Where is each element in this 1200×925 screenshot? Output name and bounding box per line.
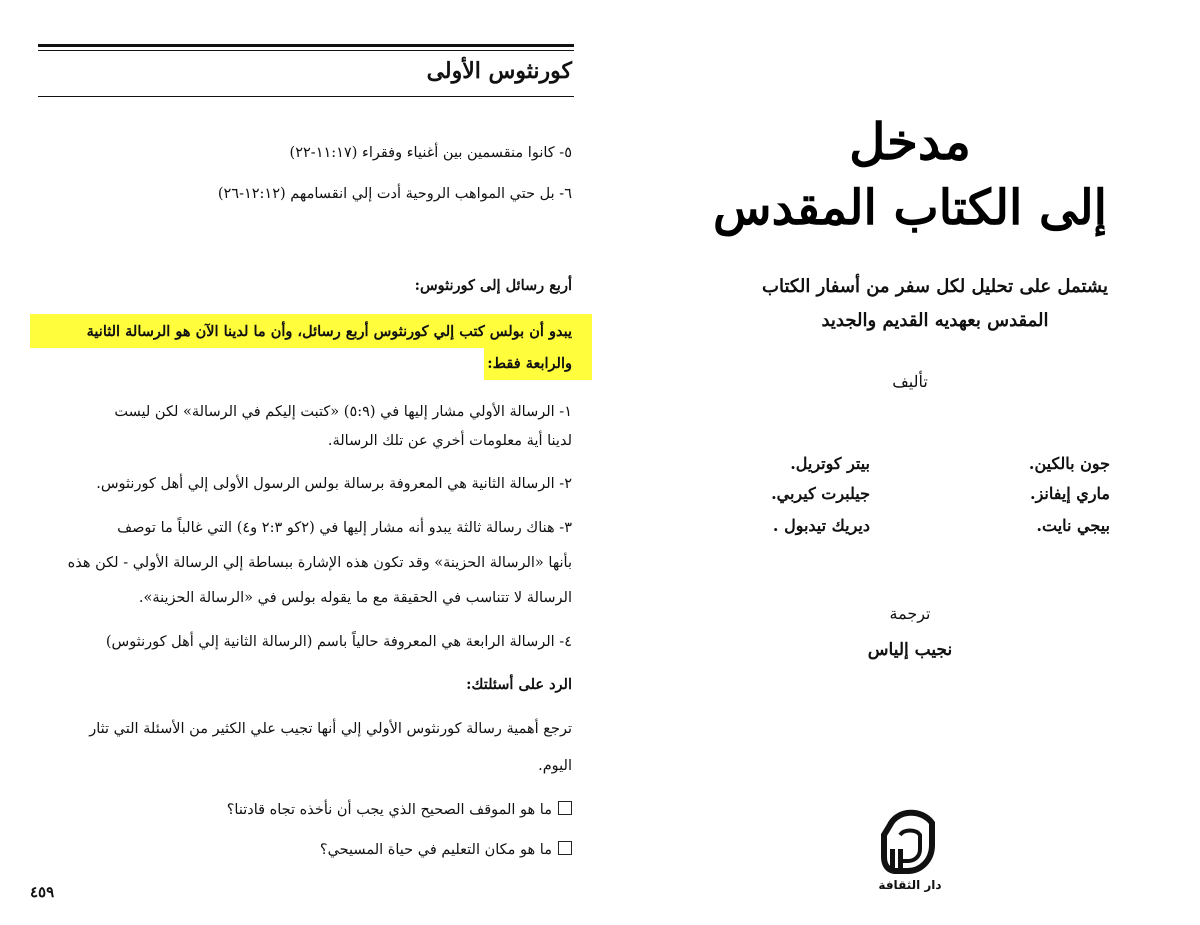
question-2-text: ما هو مكان التعليم في حياة المسيحي؟ [319, 842, 552, 858]
author-peggy-knight: بيجي نايت. [1036, 516, 1110, 535]
answer-line-1: ترجع أهمية رسالة كورنثوس الأولي إلي أنها تجيب علي الكثير من الأسئلة التي تثار [89, 721, 572, 737]
author-peter-cotterell: بيتر كوتريل. [790, 454, 870, 473]
checkbox-icon [558, 801, 572, 815]
question-2 [12, 840, 572, 860]
list-item-5: ٥- كانوا منقسمين بين أغنياء وفقراء (١١:١٧-٢٢) [289, 145, 572, 161]
answer-heading: الرد على أسئلتك: [466, 676, 572, 693]
book-title-line-1: مدخل [849, 112, 971, 171]
letters-line-6: الرسالة لا تتناسب في الحقيقة مع ما يقوله بولس في «الرسالة الحزينة». [138, 590, 572, 606]
letters-line-1: ١- الرسالة الأولي مشار إليها في (٥:٩) «كتبت إليكم في الرسالة» لكن ليست [114, 404, 572, 420]
publisher-name: دار الثقافة [878, 878, 942, 892]
letters-line-5: بأنها «الرسالة الحزينة» وقد تكون هذه الإشارة ببساطة إلي الرسالة الأولي - لكن هذه [67, 555, 572, 571]
checkbox-icon [558, 841, 572, 855]
running-title: كورنثوس الأولى [426, 58, 572, 84]
subtitle-line-1: يشتمل على تحليل لكل سفر من أسفار الكتاب [762, 276, 1108, 297]
answer-line-2: اليوم. [538, 758, 572, 774]
author-john-balchin: جون بالكين. [1028, 454, 1110, 473]
book-title-line-2: إلى الكتاب المقدس [713, 180, 1107, 236]
right-page [620, 0, 1200, 925]
page-number: ٤٥٩ [30, 883, 55, 901]
translator-name: نجيب إلياس [867, 640, 953, 660]
author-derek-tidball: ديريك تيدبول . [772, 516, 870, 535]
letters-line-2: لدينا أية معلومات أخري عن تلك الرسالة. [327, 433, 572, 449]
top-rule-thin [38, 50, 574, 51]
letters-line-4: ٣- هناك رسالة ثالثة يبدو أنه مشار إليها في (٢كو ٢:٣ و٤) التي غالباً ما توصف [117, 520, 572, 536]
translation-label: ترجمة [889, 604, 931, 623]
highlight-line-1: يبدو أن بولس كتب إلي كورنثوس أربع رسائل، وأن ما لدينا الآن هو الرسالة الثانية [86, 323, 572, 340]
section-heading: أربع رسائل إلى كورنثوس: [414, 277, 572, 294]
header-underline [38, 96, 574, 97]
list-item-6: ٦- بل حتي المواهب الروحية أدت إلي انقسامهم (١٢:١٢-٢٦) [217, 186, 572, 202]
letters-line-7: ٤- الرسالة الرابعة هي المعروفة حالياً باسم (الرسالة الثانية إلي أهل كورنثوس) [105, 634, 572, 650]
letters-line-3: ٢- الرسالة الثانية هي المعروفة برسالة بولس الرسول الأولى إلي أهل كورنثوس. [96, 476, 572, 492]
top-rule-thick [38, 44, 574, 47]
question-1 [12, 800, 572, 820]
author-gilbert-kirby: جيلبرت كيربي. [771, 484, 870, 503]
author-mary-evans: ماري إيفانز. [1030, 484, 1110, 503]
authorship-label: تأليف [892, 372, 928, 391]
subtitle-line-2: المقدس بعهديه القديم والجديد [821, 310, 1049, 331]
highlight-line-2: والرابعة فقط: [487, 355, 572, 372]
question-1-text: ما هو الموقف الصحيح الذي يجب أن نأخذه تجاه قادتنا؟ [226, 802, 552, 818]
